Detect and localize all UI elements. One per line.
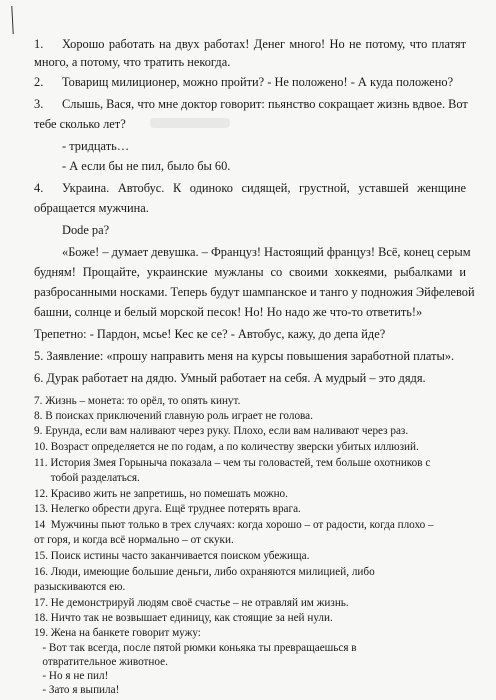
small-line: от горя, и когда всё нормально – от скуки.: [34, 534, 234, 546]
item-4-line-3: Dode pa?: [62, 223, 110, 237]
small-line: - Зато я выпила!: [34, 684, 120, 696]
item-1-line-2: много, а потому, что тратить некогда.: [34, 55, 231, 69]
item-3-line-3: - тридцать…: [62, 139, 130, 153]
item-1-line-1: Хорошо работать на двух работах! Денег много! Но не потому, что платят: [62, 37, 466, 51]
item-3-number: 3.: [34, 97, 44, 111]
small-line: 13. Нелегко обрести друга. Ещё труднее потерять врага.: [34, 503, 301, 515]
small-line: 16. Люди, имеющие большие деньги, либо охраняются милицией, либо: [34, 566, 375, 578]
small-line: отвратительное животное.: [34, 656, 168, 668]
item-6: 6. Дурак работает на дядю. Умный работает на себя. А мудрый – это дядя.: [34, 371, 426, 385]
small-line: тобой разделаться.: [34, 472, 140, 484]
item-4-line-2: обращается мужчина.: [34, 201, 149, 215]
item-3-line-4: - А если бы не пил, было бы 60.: [62, 159, 231, 173]
item-4-line-1: Украина. Автобус. К одиноко сидящей, грустной, уставшей женщине: [62, 181, 466, 195]
small-line: - Вот так всегда, после пятой рюмки коньяка ты превращаешься в: [34, 642, 357, 654]
item-4-line-5: будням! Прощайте, украинские мужланы со своими хоккеями, рыбалками и: [34, 265, 466, 279]
item-4-line-4: «Боже! – думает девушка. – Француз! Настоящий француз! Всё, конец серым: [62, 245, 471, 259]
item-4-number: 4.: [34, 181, 44, 195]
small-line: 8. В поисках приключений главную роль играет не голова.: [34, 410, 313, 422]
small-line: 14 Мужчины пьют только в трех случаях: когда хорошо – от радости, когда плохо –: [34, 519, 434, 531]
small-line: 12. Красиво жить не запретишь, но помешать можно.: [34, 488, 288, 500]
item-5: 5. Заявление: «прошу направить меня на курсы повышения заработной платы».: [34, 349, 455, 363]
item-2-line-1: Товарищ милиционер, можно пройти? - Не положено! - А куда положено?: [62, 75, 454, 89]
item-4-line-7: башни, солнце и белый морской песок! Но! Но надо же что-то ответить!»: [34, 305, 423, 319]
small-line: - Но я не пил!: [34, 670, 109, 682]
small-line: 19. Жена на банкете говорит мужу:: [34, 627, 201, 639]
item-3-line-1: Слышь, Вася, что мне доктор говорит: пьянство сокращает жизнь вдвое. Вот: [62, 97, 468, 111]
item-2-number: 2.: [34, 75, 44, 89]
small-line: разыскиваются ею.: [34, 581, 126, 593]
item-1-number: 1.: [34, 37, 44, 51]
scan-smudge: [150, 118, 230, 128]
small-line: 10. Возраст определяется не по годам, а по количеству зверски убитых иллюзий.: [34, 441, 419, 453]
small-line: 18. Ничто так не возвышает единицу, как стоящие за ней нули.: [34, 612, 333, 624]
small-line: 7. Жизнь – монета: то орёл, то опять кинут.: [34, 395, 241, 407]
small-line: 15. Поиск истины часто заканчивается поиском убежища.: [34, 550, 310, 562]
small-line: 9. Ерунда, если вам наливают через руку. Плохо, если вам наливают через раз.: [34, 425, 409, 437]
pen-mark: [11, 6, 13, 34]
small-line: 11. История Змея Горыныча показала – чем ты головастей, тем больше охотников с: [34, 457, 431, 469]
item-3-line-2: тебе сколько лет?: [34, 117, 126, 131]
item-4-line-8: Трепетно: - Пардон, мсье! Кес ке се? - Автобус, кажу, до депа йде?: [34, 327, 386, 341]
small-line: 17. Не демонстрируй людям своё счастье – не отравляй им жизнь.: [34, 597, 349, 609]
item-4-line-6: разбросанными носками. Теперь будут шампанское и танго у подножия Эйфелевой: [34, 285, 475, 299]
